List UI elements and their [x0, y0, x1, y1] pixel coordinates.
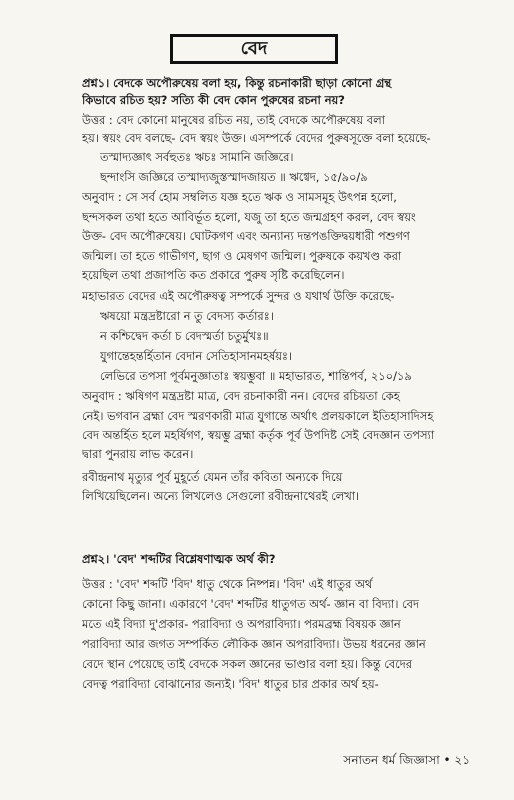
- answer-2-line-1: উত্তর : 'বেদ' শব্দটি 'বিদ' ধাতু থেকে নিষ্পন্ন। 'বিদ' এই ধাতুর অর্থ: [82, 577, 373, 591]
- answer-2-line-6: বেদত্ব পরাবিদ্যা বোঝানোর জন্যই। 'বিদ' ধাতুর চার প্রকার অর্থ হয়-: [82, 677, 379, 691]
- rabindranath-line-1: রবীন্দ্রনাথ মৃত্যুর পূর্ব মুহূর্তে যেমন তাঁর কবিতা অন্যকে দিয়ে: [82, 470, 343, 484]
- verse-line-6: লেভিরে তপসা পূর্বমনুজ্ঞাতাঃ স্বয়ম্ভুবা ॥ মহাভারত, শান্তিপর্ব, ২১০/১৯: [100, 369, 412, 383]
- page-title: বেদ: [170, 34, 338, 64]
- verse-line-3: ঋষয়ো মন্ত্রদ্রষ্টারো ন তু বেদস্য কর্তারঃ।: [100, 309, 274, 323]
- answer-2-line-3: মতে এই বিদ্যা দু'প্রকার- পরাবিদ্যা ও অপরাবিদ্যা। পরমব্রহ্ম বিষয়ক জ্ঞান: [82, 617, 401, 631]
- translation-1-line-5: হয়েছিল তথা প্রজাপতি কত প্রকারে পুরুষ সৃষ্টি করেছিলেন।: [82, 268, 345, 282]
- mahabharata-intro: মহাভারত বেদের এই অপৌরুষত্ব সম্পর্কে সুন্দর ও যথার্থ উক্তি করেছে-: [82, 289, 395, 303]
- question-2: প্রশ্ন২। 'বেদ' শব্দটির বিশ্লেষণাত্মক অর্থ কী?: [82, 552, 276, 566]
- answer-1-line-1: উত্তর : বেদ কোনো মানুষের রচিত নয়, তাই বেদকে অপৌরুষেয় বলা: [82, 113, 385, 127]
- verse-line-2: ছন্দাংসি জজ্ঞিরে তস্মাদ্যজুস্তস্মাদজায়ত ॥ ঋগ্বেদ, ১৫/৯০/৯: [100, 170, 368, 184]
- answer-1-line-2: হয়। স্বয়ং বেদ বলছে- বেদ স্বয়ং উক্ত। এসম্পর্কে বেদের পুরুষসূক্তে বলা হয়েছে-: [82, 131, 431, 145]
- answer-2-line-2: কোনো কিছু জানা। একারণে 'বেদ' শব্দটির ধাতুগত অর্থ- জ্ঞান বা বিদ্যা। বেদ: [82, 597, 419, 611]
- translation-2-line-3: বেদ অন্তর্হিত হলে মহর্ষিগণ, স্বয়ম্ভু ব্রহ্মা কর্তৃক পূর্ব উপদিষ্ট সেই বেদজ্ঞান তপস্যা: [82, 428, 435, 442]
- translation-2-line-2: নেই। ভগবান ব্রহ্মা বেদ স্মরণকারী মাত্র যুগান্তে অর্থাৎ প্রলয়কালে ইতিহাসাদিসহ: [82, 409, 434, 423]
- translation-2-line-1: অনুবাদ : ঋষিগণ মন্ত্রদ্রষ্টা মাত্র, বেদ রচনাকারী নন। বেদের রচিয়তা কেহ: [82, 389, 400, 403]
- translation-1-line-1: অনুবাদ : সে সর্ব হোম সম্বলিত যজ্ঞ হতে ঋক ও সামসমূহ উৎপন্ন হলো,: [82, 190, 397, 204]
- verse-line-4: ন কশ্চিদ্বেদ কর্তা চ বেদস্মর্তা চতুর্মুখঃ॥: [100, 329, 269, 343]
- question-1-line-2: কিভাবে রচিত হয়? সত্যি কী বেদ কোন পুরুষের রচনা নয়?: [82, 93, 345, 107]
- translation-2-line-4: দ্বারা পুনরায় লাভ করেন।: [82, 447, 194, 461]
- verse-line-1: তস্মাদ্যজ্ঞাৎ সর্বহুতঃ ঋচঃ সামানি জজ্ঞিরে।: [100, 150, 294, 164]
- page-footer: সনাতন ধর্ম জিজ্ঞাসা • ২১: [343, 753, 470, 767]
- translation-1-line-2: ছন্দসকল তথা হতে আবির্ভূত হলো, যজু তা হতে জন্মগ্রহণ করল, বেদ স্বয়ং: [82, 210, 416, 224]
- translation-1-line-3: উক্ত- বেদ অপৌরুষেয়। ঘোটকগণ এবং অন্যান্য দন্তপঙক্তিদ্বয়ধারী পশুগণ: [82, 229, 410, 243]
- question-1-line-1: প্রশ্ন১। বেদকে অপৌরুষেয় বলা হয়, কিন্তু রচনাকারী ছাড়া কোনো গ্রন্থ: [82, 76, 392, 90]
- rabindranath-line-2: লিখিয়েছিলেন। অন্যে লিখলেও সেগুলো রবীন্দ্রনাথেরই লেখা।: [82, 489, 360, 503]
- answer-2-line-5: বেদে স্থান পেয়েছে তাই বেদকে সকল জ্ঞানের ভাণ্ডার বলা হয়। কিন্তু বেদের: [82, 657, 412, 671]
- translation-1-line-4: জন্মিল। তা হতে গাভীগণ, ছাগ ও মেষগণ জন্মিল। পুরুষকে কয়খণ্ড করা: [82, 249, 402, 263]
- answer-2-line-4: পরাবিদ্যা আর জগত সম্পর্কিত লৌকিক জ্ঞান অপরাবিদ্যা। উভয় ধরনের জ্ঞান: [82, 637, 426, 651]
- verse-line-5: যুগান্তেহন্তর্হিতান বেদান সেতিহাসানমহর্ষয়ঃ।: [100, 349, 293, 363]
